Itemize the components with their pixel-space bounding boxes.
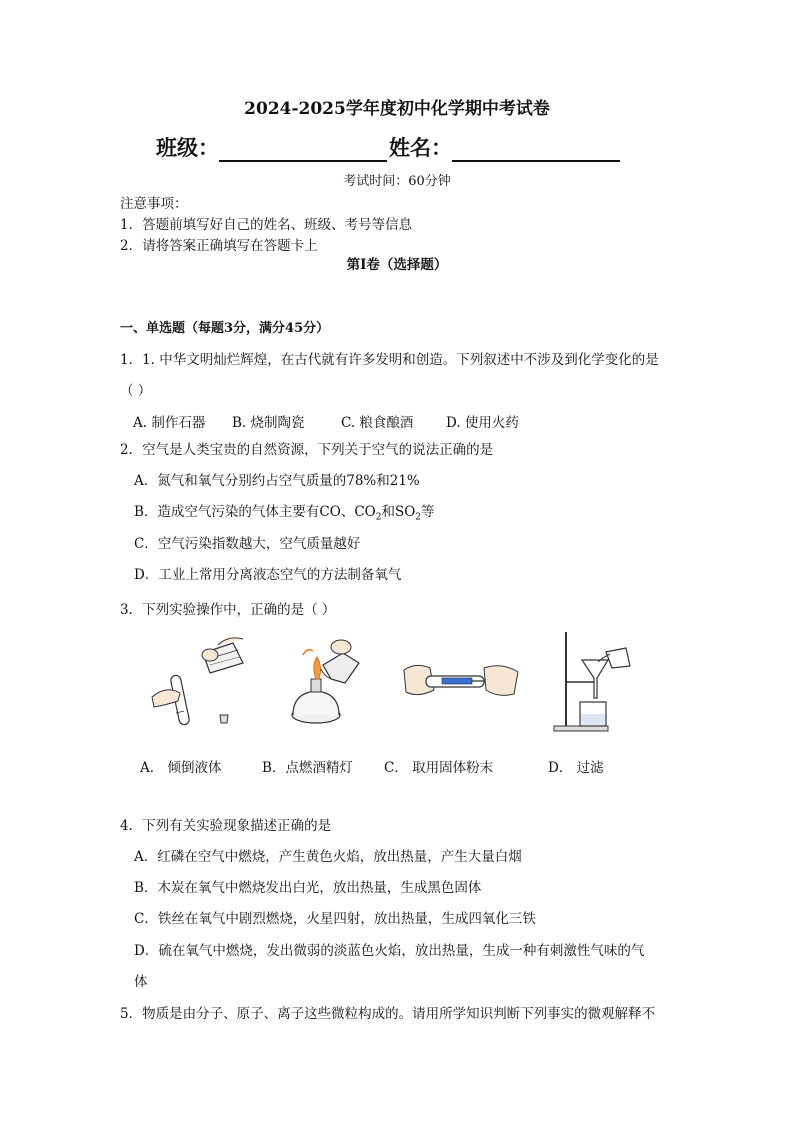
q3-caption-a[interactable]: A． 倾倒液体 bbox=[140, 760, 222, 776]
alcohol-lamp-illustration bbox=[283, 635, 363, 727]
q2-b-text: B．造成空气污染的气体主要有CO、CO bbox=[134, 504, 376, 520]
q2-stem: 2．空气是人类宝贵的自然资源，下列关于空气的说法正确的是 bbox=[120, 442, 494, 458]
class-label: 班级： bbox=[156, 136, 219, 160]
q3-caption-d[interactable]: D． 过滤 bbox=[548, 760, 604, 776]
q1-stem: 1．1. 中华文明灿烂辉煌，在古代就有许多发明和创造。下列叙述中不涉及到化学变化的是 bbox=[120, 352, 659, 368]
q3-stem: 3．下列实验操作中，正确的是（ ） bbox=[120, 602, 336, 618]
note-item: 2．请将答案正确填写在答题卡上 bbox=[120, 238, 318, 254]
q1-option-d[interactable]: D. 使用火药 bbox=[446, 415, 519, 431]
note-item: 1．答题前填写好自己的姓名、班级、考号等信息 bbox=[120, 217, 413, 233]
q1-paren: （ ） bbox=[120, 383, 152, 399]
filtration-illustration bbox=[552, 630, 634, 734]
q3-caption-b[interactable]: B．点燃酒精灯 bbox=[262, 760, 353, 776]
q1-option-b[interactable]: B. 烧制陶瓷 bbox=[232, 415, 305, 431]
pour-liquid-illustration bbox=[148, 635, 248, 730]
q4-option-d[interactable]: D．硫在氧气中燃烧，发出微弱的淡蓝色火焰，放出热量，生成一种有刺激性气味的气 bbox=[134, 943, 645, 959]
q2-option-b[interactable] bbox=[134, 500, 435, 523]
q4-option-d-continued: 体 bbox=[134, 974, 148, 990]
class-blank[interactable] bbox=[219, 138, 387, 162]
exam-time: 考试时间：60分钟 bbox=[343, 174, 451, 189]
q2-option-c[interactable]: C．空气污染指数越大，空气质量越好 bbox=[134, 536, 361, 552]
q5-stem: 5．物质是由分子、原子、离子这些微粒构成的。请用所学知识判断下列事实的微观解释不 bbox=[120, 1006, 656, 1022]
volume-title: 第I卷（选择题） bbox=[346, 257, 448, 273]
section-title: 一、单选题（每题3分，满分45分） bbox=[120, 321, 330, 336]
name-blank[interactable] bbox=[452, 138, 620, 162]
notes-heading: 注意事项： bbox=[120, 196, 188, 212]
name-label: 姓名： bbox=[389, 136, 452, 160]
q1-options bbox=[133, 411, 519, 431]
q3-caption-c[interactable]: C． 取用固体粉末 bbox=[384, 760, 494, 776]
q2-option-a[interactable]: A．氮气和氧气分别约占空气质量的78%和21% bbox=[134, 473, 420, 489]
q1-option-c[interactable]: C. 粮食酿酒 bbox=[341, 415, 414, 431]
q4-option-a[interactable]: A．红磷在空气中燃烧，产生黄色火焰，放出热量，产生大量白烟 bbox=[134, 849, 522, 865]
q4-option-b[interactable]: B．木炭在氧气中燃烧发出白光，放出热量，生成黑色固体 bbox=[134, 880, 482, 896]
q4-option-c[interactable]: C．铁丝在氧气中剧烈燃烧，火星四射，放出热量，生成四氧化三铁 bbox=[134, 911, 536, 927]
q2-option-d[interactable]: D．工业上常用分离液态空气的方法制备氧气 bbox=[134, 567, 402, 583]
q1-option-a[interactable]: A. 制作石器 bbox=[133, 415, 206, 431]
q2-b-text: 和SO bbox=[381, 504, 416, 520]
q2-b-sub: 2 bbox=[375, 512, 382, 523]
q2-b-text: 等 bbox=[421, 504, 435, 520]
solid-powder-illustration bbox=[402, 660, 520, 702]
name-class-line bbox=[156, 132, 622, 162]
q2-b-sub: 2 bbox=[415, 512, 422, 523]
q4-stem: 4．下列有关实验现象描述正确的是 bbox=[120, 818, 332, 834]
exam-title: 2024-2025学年度初中化学期中考试卷 bbox=[244, 99, 550, 119]
